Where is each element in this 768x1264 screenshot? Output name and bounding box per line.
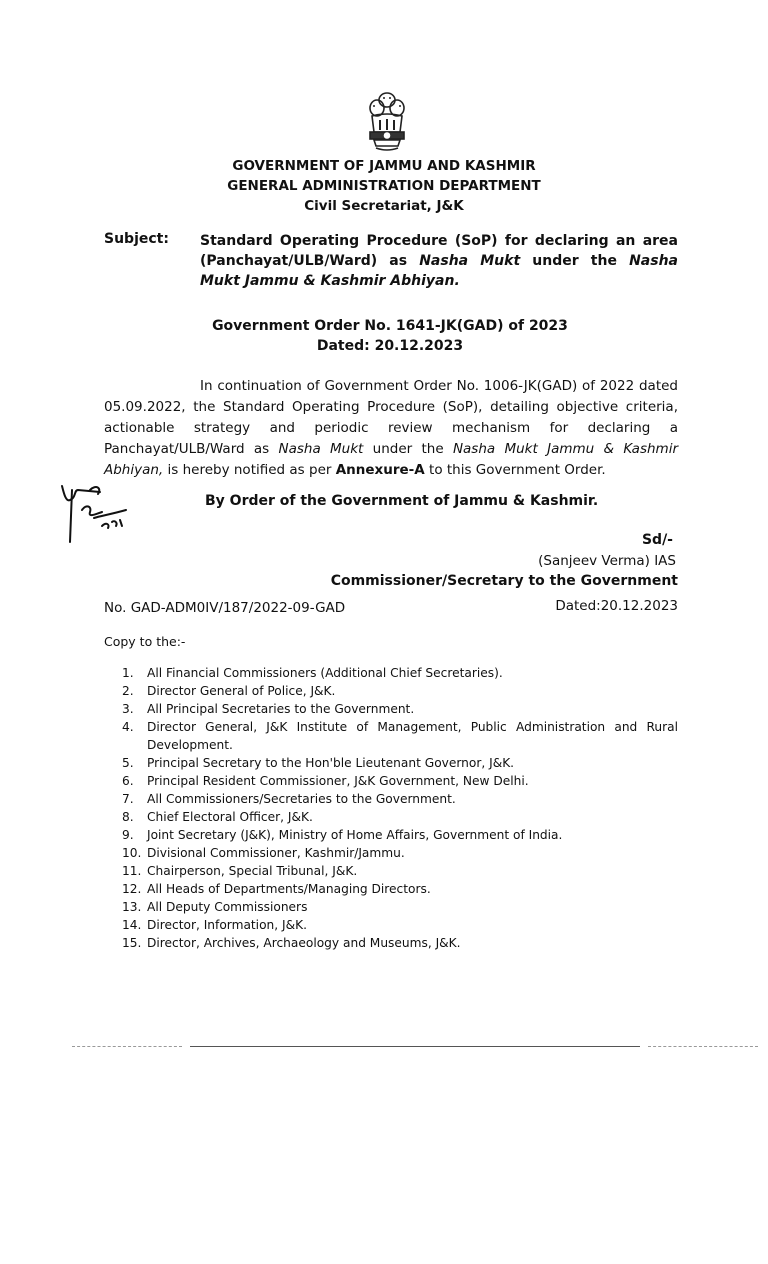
list-item xyxy=(122,808,678,826)
item-number: 2. xyxy=(122,684,134,698)
item-text: Director, Archives, Archaeology and Museums, J&K. xyxy=(147,936,461,950)
item-number: 8. xyxy=(122,810,134,824)
item-text: Director General, J&K Institute of Management, Public Administration and Rural Development. xyxy=(147,720,678,752)
list-item xyxy=(122,772,678,790)
item-number: 15. xyxy=(122,936,142,950)
list-item xyxy=(122,700,678,718)
item-text: Chief Electoral Officer, J&K. xyxy=(147,810,313,824)
list-item xyxy=(122,880,678,898)
item-number: 12. xyxy=(122,882,142,896)
subject-part1: Standard Operating Procedure (SoP) for declaring an area (Panchayat/ULB/Ward) as xyxy=(200,233,678,269)
signatory-designation: Commissioner/Secretary to the Government xyxy=(330,573,678,589)
list-item xyxy=(122,844,678,862)
list-item xyxy=(122,826,678,844)
by-order-line: By Order of the Government of Jammu & Kashmir. xyxy=(205,493,599,509)
subject-text xyxy=(200,231,678,291)
state-emblem-icon xyxy=(362,88,412,154)
item-text: All Principal Secretaries to the Government. xyxy=(147,702,415,716)
header-government: GOVERNMENT OF JAMMU AND KASHMIR xyxy=(232,158,536,174)
list-item xyxy=(122,682,678,700)
order-number: Government Order No. 1641-JK(GAD) of 2023 xyxy=(212,318,568,334)
item-number: 11. xyxy=(122,864,142,878)
item-number: 3. xyxy=(122,702,134,716)
list-item xyxy=(122,916,678,934)
signatory-name: (Sanjeev Verma) IAS xyxy=(538,553,676,569)
list-item xyxy=(122,790,678,808)
footer-rule xyxy=(190,1046,640,1047)
item-text: All Deputy Commissioners xyxy=(147,900,308,914)
item-number: 7. xyxy=(122,792,134,806)
handwritten-signature-icon xyxy=(56,480,146,550)
item-text: All Heads of Departments/Managing Directors. xyxy=(147,882,431,896)
item-number: 13. xyxy=(122,900,142,914)
list-item xyxy=(122,898,678,916)
item-number: 9. xyxy=(122,828,134,842)
body-paragraph xyxy=(104,376,678,481)
order-date: Dated: 20.12.2023 xyxy=(316,338,464,354)
subject-italic2: Nasha Mukt Jammu & Kashmir Abhiyan. xyxy=(200,253,678,289)
distribution-list xyxy=(122,664,678,952)
body-italic1: Nasha Mukt xyxy=(278,441,364,457)
item-number: 4. xyxy=(122,720,134,734)
footer-rule-right xyxy=(648,1046,758,1047)
header-secretariat: Civil Secretariat, J&K xyxy=(304,198,464,214)
item-text: Joint Secretary (J&K), Ministry of Home Affairs, Government of India. xyxy=(147,828,563,842)
list-item xyxy=(122,934,678,952)
item-number: 6. xyxy=(122,774,134,788)
body-p1: In continuation of Government Order No. 1006-JK(GAD) of 2022 dated 05.09.2022, the Standard Operating Procedure (SoP), detailing objective criteria, actionable strategy and periodic review mechanism for declaring a Panchayat/ULB/Ward as xyxy=(104,378,678,457)
item-text: Director General of Police, J&K. xyxy=(147,684,336,698)
list-item xyxy=(122,754,678,772)
body-p2: under the xyxy=(363,441,453,457)
item-text: Principal Secretary to the Hon'ble Lieutenant Governor, J&K. xyxy=(147,756,515,770)
body-p4: to this Government Order. xyxy=(424,462,606,478)
copy-to-label: Copy to the:- xyxy=(104,634,186,649)
item-number: 10. xyxy=(122,846,142,860)
list-item xyxy=(122,862,678,880)
list-item xyxy=(122,664,678,682)
item-text: Divisional Commissioner, Kashmir/Jammu. xyxy=(147,846,405,860)
item-number: 1. xyxy=(122,666,134,680)
body-annexure: Annexure-A xyxy=(335,462,425,478)
list-item xyxy=(122,718,678,754)
reference-number: No. GAD-ADM0IV/187/2022-09-GAD xyxy=(104,600,346,616)
item-text: Director, Information, J&K. xyxy=(147,918,307,932)
subject-part2: under the xyxy=(520,253,630,269)
subject-label: Subject: xyxy=(104,231,169,247)
body-p3: is hereby notified as per xyxy=(163,462,336,478)
footer-rule-left xyxy=(72,1046,182,1047)
item-text: Principal Resident Commissioner, J&K Government, New Delhi. xyxy=(147,774,529,788)
body-italic2: Nasha Mukt Jammu & Kashmir Abhiyan, xyxy=(104,441,679,478)
item-number: 5. xyxy=(122,756,134,770)
item-number: 14. xyxy=(122,918,142,932)
item-text: All Financial Commissioners (Additional Chief Secretaries). xyxy=(147,666,503,680)
sd-mark: Sd/- xyxy=(641,532,673,548)
header-department: GENERAL ADMINISTRATION DEPARTMENT xyxy=(227,178,541,194)
item-text: All Commissioners/Secretaries to the Government. xyxy=(147,792,456,806)
reference-date: Dated:20.12.2023 xyxy=(555,598,678,614)
subject-italic1: Nasha Mukt xyxy=(419,253,521,269)
item-text: Chairperson, Special Tribunal, J&K. xyxy=(147,864,358,878)
